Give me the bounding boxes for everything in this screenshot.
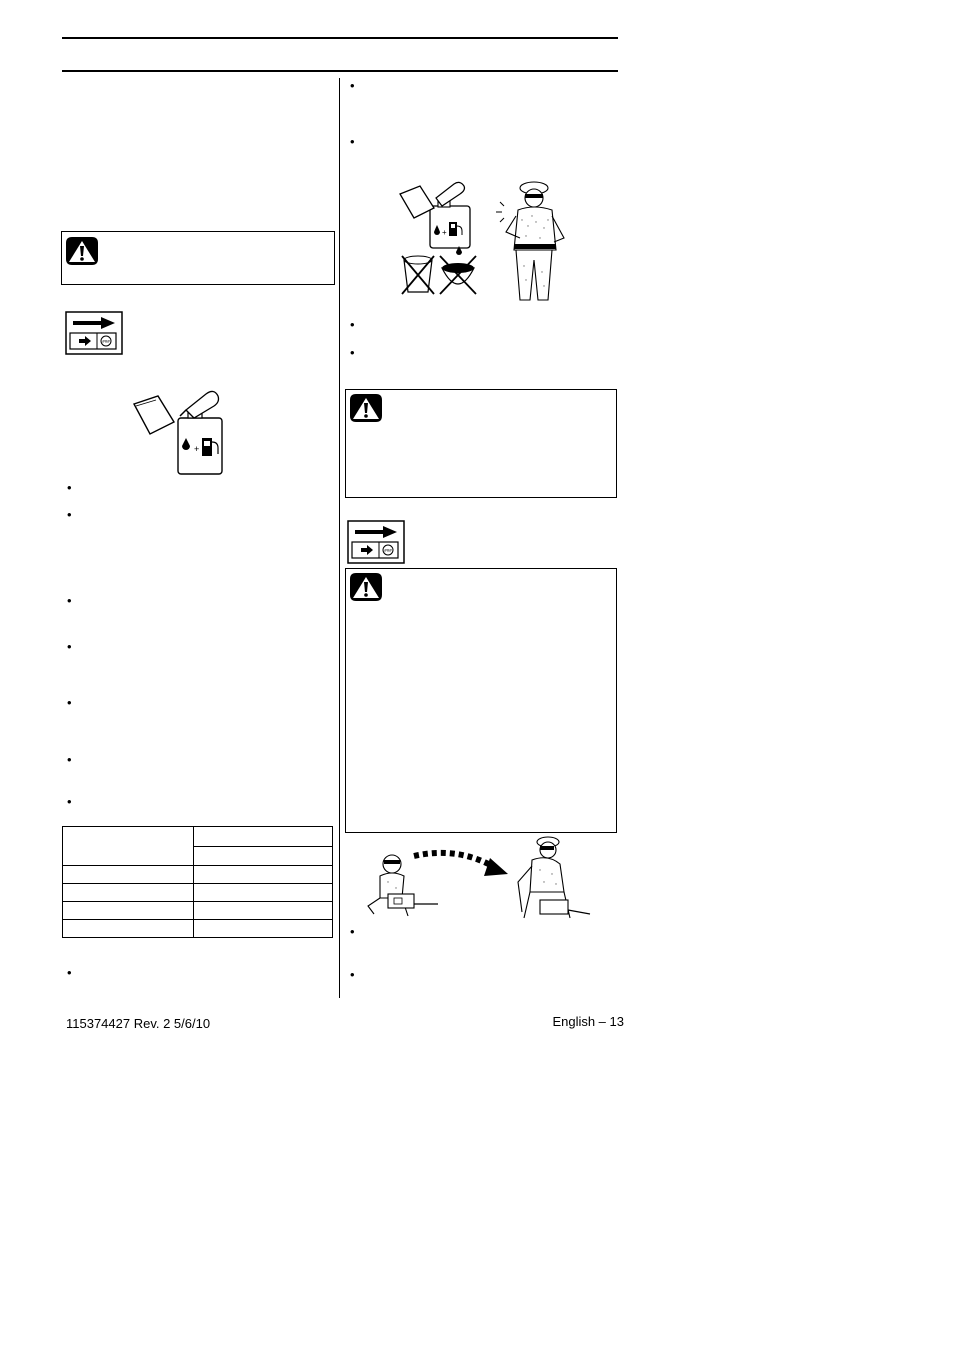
warning-box [345, 389, 617, 498]
header-rule-top [62, 37, 618, 39]
fuel-mix-table [62, 826, 333, 938]
table-cell [194, 827, 333, 847]
bullet-marker: • [67, 593, 72, 608]
table-cell [194, 884, 333, 902]
svg-text:+: + [442, 228, 447, 237]
warning-triangle-icon [64, 235, 100, 267]
move-away-illustration [358, 834, 594, 922]
header-rule-bottom [62, 70, 618, 72]
table-cell [63, 884, 194, 902]
bullet-marker: • [350, 317, 355, 332]
fuel-safety-illustration [396, 176, 576, 302]
table-cell [194, 846, 333, 866]
fuel-mixing-illustration [128, 388, 224, 476]
bullet-marker: • [67, 752, 72, 767]
bullet-marker: • [67, 639, 72, 654]
table-cell [63, 827, 194, 866]
table-cell [194, 902, 333, 920]
bullet-marker: • [350, 924, 355, 939]
document-number: 115374427 Rev. 2 5/6/10 [66, 1016, 211, 1031]
bullet-marker: • [67, 507, 72, 522]
table-cell [63, 920, 194, 938]
table-cell [194, 920, 333, 938]
bullet-marker: • [67, 695, 72, 710]
arrow-reference-icon [65, 311, 123, 355]
bullet-marker: • [67, 794, 72, 809]
warning-box [345, 568, 617, 833]
warning-box [61, 231, 335, 285]
bullet-marker: • [350, 78, 355, 93]
svg-text:###: ### [384, 548, 392, 553]
column-divider [339, 78, 340, 998]
bullet-marker: • [350, 134, 355, 149]
table-cell [63, 902, 194, 920]
table-cell [63, 866, 194, 884]
bullet-marker: • [350, 967, 355, 982]
bullet-marker: • [67, 965, 72, 980]
warning-triangle-icon [348, 392, 384, 424]
bullet-marker: • [67, 480, 72, 495]
table-cell [194, 866, 333, 884]
svg-text:+: + [194, 444, 200, 454]
bullet-marker: • [350, 345, 355, 360]
page-label: English – 13 [552, 1014, 624, 1029]
svg-text:###: ### [102, 339, 110, 344]
arrow-reference-icon [347, 520, 405, 564]
warning-triangle-icon [348, 571, 384, 603]
